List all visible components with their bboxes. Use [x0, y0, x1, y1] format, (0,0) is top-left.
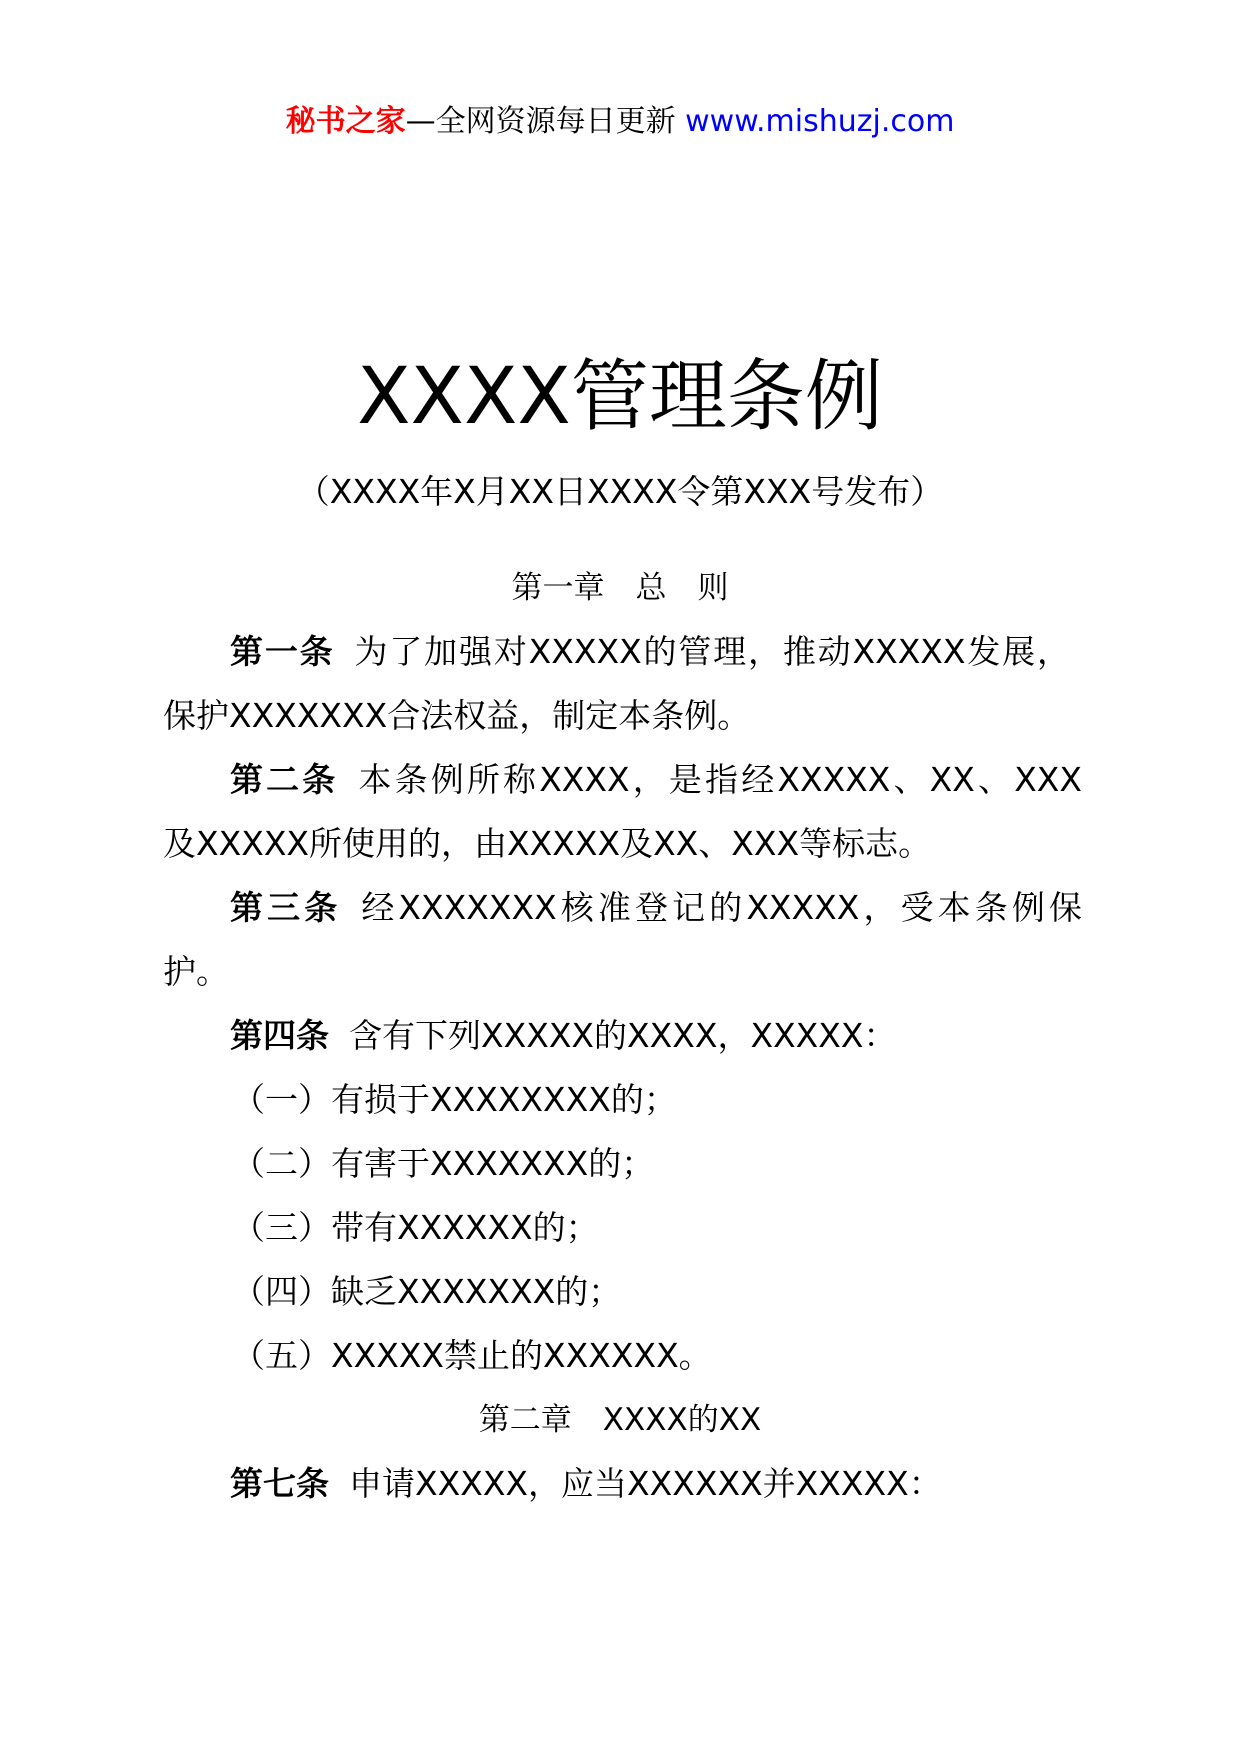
article-text: 含有下列XXXXX的XXXX，XXXXX： [349, 1016, 897, 1055]
article-label: 第四条 [230, 1016, 329, 1055]
list-item: （一）有损于XXXXXXXX的； [232, 1080, 677, 1119]
chapter-heading: 第二章 XXXX的XX [478, 1402, 762, 1438]
site-url-link[interactable]: www.mishuzj.com [685, 104, 955, 139]
document-title: XXXX管理条例 [357, 352, 883, 442]
article-3-line-1 [230, 886, 1082, 930]
article-label: 第一条 [230, 632, 335, 671]
list-item: （五）XXXXX禁止的XXXXXX。 [232, 1336, 712, 1375]
list-item: （三）带有XXXXXX的； [232, 1208, 599, 1247]
site-header [0, 96, 1240, 140]
article-2-line-1 [230, 758, 1082, 802]
document-subtitle: （XXXX年X月XX日XXXX令第XXX号发布） [296, 472, 944, 511]
article-7-line-1 [230, 1462, 942, 1506]
article-1-line-2: 保护XXXXXXX合法权益，制定本条例。 [163, 696, 751, 735]
article-label: 第七条 [230, 1464, 329, 1503]
list-item: （二）有害于XXXXXXX的； [232, 1144, 655, 1183]
site-slogan: —全网资源每日更新 [405, 104, 686, 139]
site-brand: 秘书之家 [285, 104, 406, 139]
chapter-heading: 第一章 总 则 [511, 570, 729, 606]
article-text: 本条例所称XXXX，是指经XXXXX、XX、XXX [358, 760, 1083, 799]
article-text: 为了加强对XXXXX的管理，推动XXXXX发展， [354, 632, 1071, 671]
article-3-line-2: 护。 [163, 952, 229, 991]
article-2-line-2: 及XXXXX所使用的，由XXXXX及XX、XXX等标志。 [163, 824, 932, 863]
article-1-line-1 [230, 630, 1070, 674]
list-item: （四）缺乏XXXXXXX的； [232, 1272, 622, 1311]
article-label: 第二条 [230, 760, 339, 799]
article-text: 经XXXXXXX核准登记的XXXXX，受本条例保 [361, 888, 1082, 927]
article-label: 第三条 [230, 888, 342, 927]
article-4-line-1 [230, 1014, 897, 1058]
article-text: 申请XXXXX，应当XXXXXX并XXXXX： [349, 1464, 942, 1503]
